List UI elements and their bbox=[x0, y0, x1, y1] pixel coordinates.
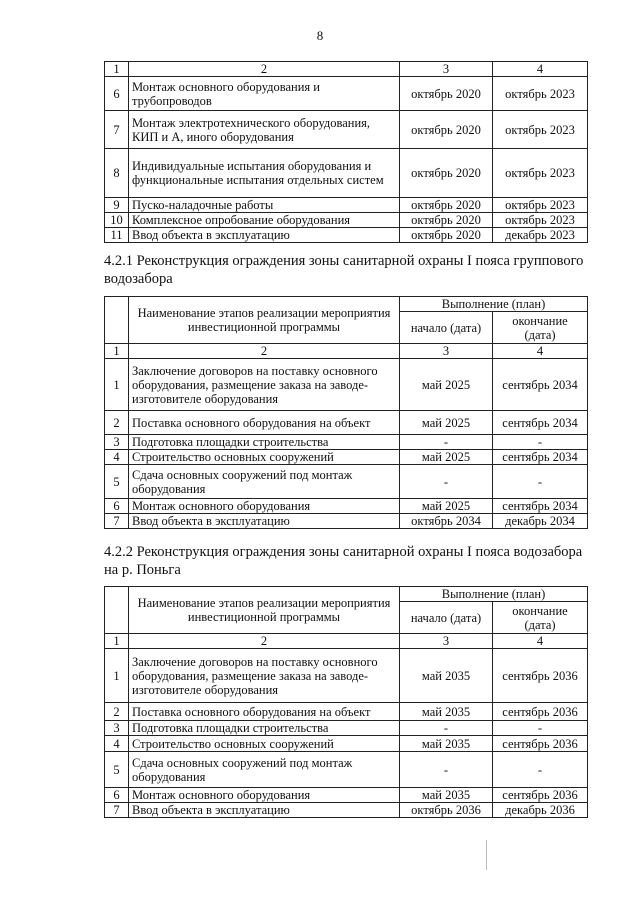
stage-name: Монтаж электротехнического оборудования, КИП и А, иного оборудования bbox=[129, 111, 400, 149]
stage-name: Заключение договоров на поставку основного оборудования, размещение заказа на заводе-изготовителе оборудования bbox=[129, 359, 400, 411]
stage-name: Монтаж основного оборудования bbox=[129, 788, 400, 803]
table-row bbox=[105, 359, 588, 411]
row-number: 4 bbox=[105, 736, 129, 752]
start-date: май 2025 bbox=[400, 499, 493, 514]
stage-name: Сдача основных сооружений под монтаж оборудования bbox=[129, 465, 400, 499]
stage-name: Подготовка площадки строительства bbox=[129, 435, 400, 450]
end-date: декабрь 2023 bbox=[493, 228, 588, 243]
end-date: сентябрь 2036 bbox=[493, 736, 588, 752]
table-row bbox=[105, 213, 588, 228]
start-date: октябрь 2020 bbox=[400, 149, 493, 198]
header-row bbox=[105, 297, 588, 312]
start-date: май 2035 bbox=[400, 788, 493, 803]
start-date: - bbox=[400, 435, 493, 450]
row-number: 8 bbox=[105, 149, 129, 198]
end-date: - bbox=[493, 465, 588, 499]
start-date: октябрь 2020 bbox=[400, 77, 493, 111]
stage-name: Индивидуальные испытания оборудования и функциональные испытания отдельных систем bbox=[129, 149, 400, 198]
col-number-2: 2 bbox=[129, 634, 400, 649]
page-number: 8 bbox=[316, 28, 324, 43]
start-date: - bbox=[400, 465, 493, 499]
col-number-1: 1 bbox=[105, 344, 129, 359]
col-number-1: 1 bbox=[105, 62, 129, 77]
row-number: 7 bbox=[105, 514, 129, 529]
start-date: октябрь 2034 bbox=[400, 514, 493, 529]
row-number: 6 bbox=[105, 788, 129, 803]
stages-table-4-2-1 bbox=[104, 296, 588, 529]
header-stage-name: Наименование этапов реализации мероприятия инвестиционной программы bbox=[129, 587, 400, 634]
table-row bbox=[105, 649, 588, 703]
table-row bbox=[105, 228, 588, 243]
header-execution-plan: Выполнение (план) bbox=[400, 587, 588, 602]
start-date: май 2025 bbox=[400, 411, 493, 435]
row-number: 3 bbox=[105, 721, 129, 736]
header-number-cell bbox=[105, 587, 129, 634]
table-row bbox=[105, 411, 588, 435]
row-number: 4 bbox=[105, 450, 129, 465]
row-number: 11 bbox=[105, 228, 129, 243]
end-date: октябрь 2023 bbox=[493, 198, 588, 213]
col-number-2: 2 bbox=[129, 344, 400, 359]
col-number-3: 3 bbox=[400, 344, 493, 359]
end-date: - bbox=[493, 435, 588, 450]
header-start-date: начало (дата) bbox=[400, 602, 493, 634]
table-row bbox=[105, 514, 588, 529]
table-row bbox=[105, 803, 588, 818]
end-date: - bbox=[493, 752, 588, 788]
row-number: 2 bbox=[105, 703, 129, 721]
stage-name: Монтаж основного оборудования bbox=[129, 499, 400, 514]
end-date: декабрь 2036 bbox=[493, 803, 588, 818]
stage-name: Сдача основных сооружений под монтаж оборудования bbox=[129, 752, 400, 788]
col-number-4: 4 bbox=[493, 62, 588, 77]
col-number-4: 4 bbox=[493, 634, 588, 649]
col-number-4: 4 bbox=[493, 344, 588, 359]
table-row bbox=[105, 435, 588, 450]
start-date: май 2035 bbox=[400, 703, 493, 721]
table-row bbox=[105, 450, 588, 465]
end-date: - bbox=[493, 721, 588, 736]
row-number: 7 bbox=[105, 803, 129, 818]
end-date: сентябрь 2036 bbox=[493, 788, 588, 803]
header-row bbox=[105, 587, 588, 602]
end-date: сентябрь 2034 bbox=[493, 411, 588, 435]
table-row bbox=[105, 149, 588, 198]
row-number: 5 bbox=[105, 752, 129, 788]
row-number: 7 bbox=[105, 111, 129, 149]
stage-name: Ввод объекта в эксплуатацию bbox=[129, 803, 400, 818]
header-number-cell bbox=[105, 297, 129, 344]
start-date: октябрь 2020 bbox=[400, 198, 493, 213]
end-date: сентябрь 2034 bbox=[493, 450, 588, 465]
stage-name: Поставка основного оборудования на объект bbox=[129, 411, 400, 435]
table-row bbox=[105, 736, 588, 752]
table-row bbox=[105, 721, 588, 736]
row-number: 3 bbox=[105, 435, 129, 450]
table-row bbox=[105, 111, 588, 149]
row-number: 9 bbox=[105, 198, 129, 213]
header-end-date: окончание (дата) bbox=[493, 312, 588, 344]
header-stage-name: Наименование этапов реализации мероприятия инвестиционной программы bbox=[129, 297, 400, 344]
start-date: май 2025 bbox=[400, 359, 493, 411]
row-number: 6 bbox=[105, 77, 129, 111]
start-date: май 2035 bbox=[400, 736, 493, 752]
column-number-row bbox=[105, 634, 588, 649]
stage-name: Пуско-наладочные работы bbox=[129, 198, 400, 213]
header-execution-plan: Выполнение (план) bbox=[400, 297, 588, 312]
start-date: октябрь 2020 bbox=[400, 228, 493, 243]
stage-name: Комплексное опробование оборудования bbox=[129, 213, 400, 228]
table-row bbox=[105, 499, 588, 514]
row-number: 5 bbox=[105, 465, 129, 499]
stage-name: Строительство основных сооружений bbox=[129, 450, 400, 465]
table-row bbox=[105, 788, 588, 803]
stage-name: Подготовка площадки строительства bbox=[129, 721, 400, 736]
scan-artifact-line bbox=[486, 840, 487, 870]
start-date: май 2025 bbox=[400, 450, 493, 465]
start-date: октябрь 2020 bbox=[400, 111, 493, 149]
stage-name: Ввод объекта в эксплуатацию bbox=[129, 514, 400, 529]
col-number-2: 2 bbox=[129, 62, 400, 77]
end-date: октябрь 2023 bbox=[493, 77, 588, 111]
column-number-row bbox=[105, 344, 588, 359]
row-number: 1 bbox=[105, 359, 129, 411]
start-date: - bbox=[400, 721, 493, 736]
start-date: - bbox=[400, 752, 493, 788]
table-row bbox=[105, 465, 588, 499]
stage-name: Ввод объекта в эксплуатацию bbox=[129, 228, 400, 243]
stage-name: Заключение договоров на поставку основного оборудования, размещение заказа на заводе-изготовителе оборудования bbox=[129, 649, 400, 703]
col-number-3: 3 bbox=[400, 62, 493, 77]
table-row bbox=[105, 703, 588, 721]
table-row bbox=[105, 752, 588, 788]
end-date: октябрь 2023 bbox=[493, 213, 588, 228]
end-date: октябрь 2023 bbox=[493, 111, 588, 149]
end-date: октябрь 2023 bbox=[493, 149, 588, 198]
row-number: 2 bbox=[105, 411, 129, 435]
section-heading-4-2-1: 4.2.1 Реконструкция ограждения зоны санитарной охраны I пояса группового водозабора bbox=[104, 253, 584, 287]
start-date: октябрь 2020 bbox=[400, 213, 493, 228]
section-heading-4-2-2: 4.2.2 Реконструкция ограждения зоны санитарной охраны I пояса водозабора на р. Поньга bbox=[104, 544, 583, 578]
end-date: декабрь 2034 bbox=[493, 514, 588, 529]
stage-name: Монтаж основного оборудования и трубопроводов bbox=[129, 77, 400, 111]
col-number-3: 3 bbox=[400, 634, 493, 649]
table-row bbox=[105, 198, 588, 213]
row-number: 1 bbox=[105, 649, 129, 703]
end-date: сентябрь 2036 bbox=[493, 649, 588, 703]
column-number-row bbox=[105, 62, 588, 77]
header-end-date: окончание (дата) bbox=[493, 602, 588, 634]
stages-table-4-2-2 bbox=[104, 586, 588, 818]
start-date: октябрь 2036 bbox=[400, 803, 493, 818]
start-date: май 2035 bbox=[400, 649, 493, 703]
stages-table-continued bbox=[104, 61, 588, 243]
stage-name: Поставка основного оборудования на объект bbox=[129, 703, 400, 721]
table-row bbox=[105, 77, 588, 111]
row-number: 6 bbox=[105, 499, 129, 514]
header-start-date: начало (дата) bbox=[400, 312, 493, 344]
row-number: 10 bbox=[105, 213, 129, 228]
end-date: сентябрь 2036 bbox=[493, 703, 588, 721]
end-date: сентябрь 2034 bbox=[493, 499, 588, 514]
col-number-1: 1 bbox=[105, 634, 129, 649]
stage-name: Строительство основных сооружений bbox=[129, 736, 400, 752]
end-date: сентябрь 2034 bbox=[493, 359, 588, 411]
